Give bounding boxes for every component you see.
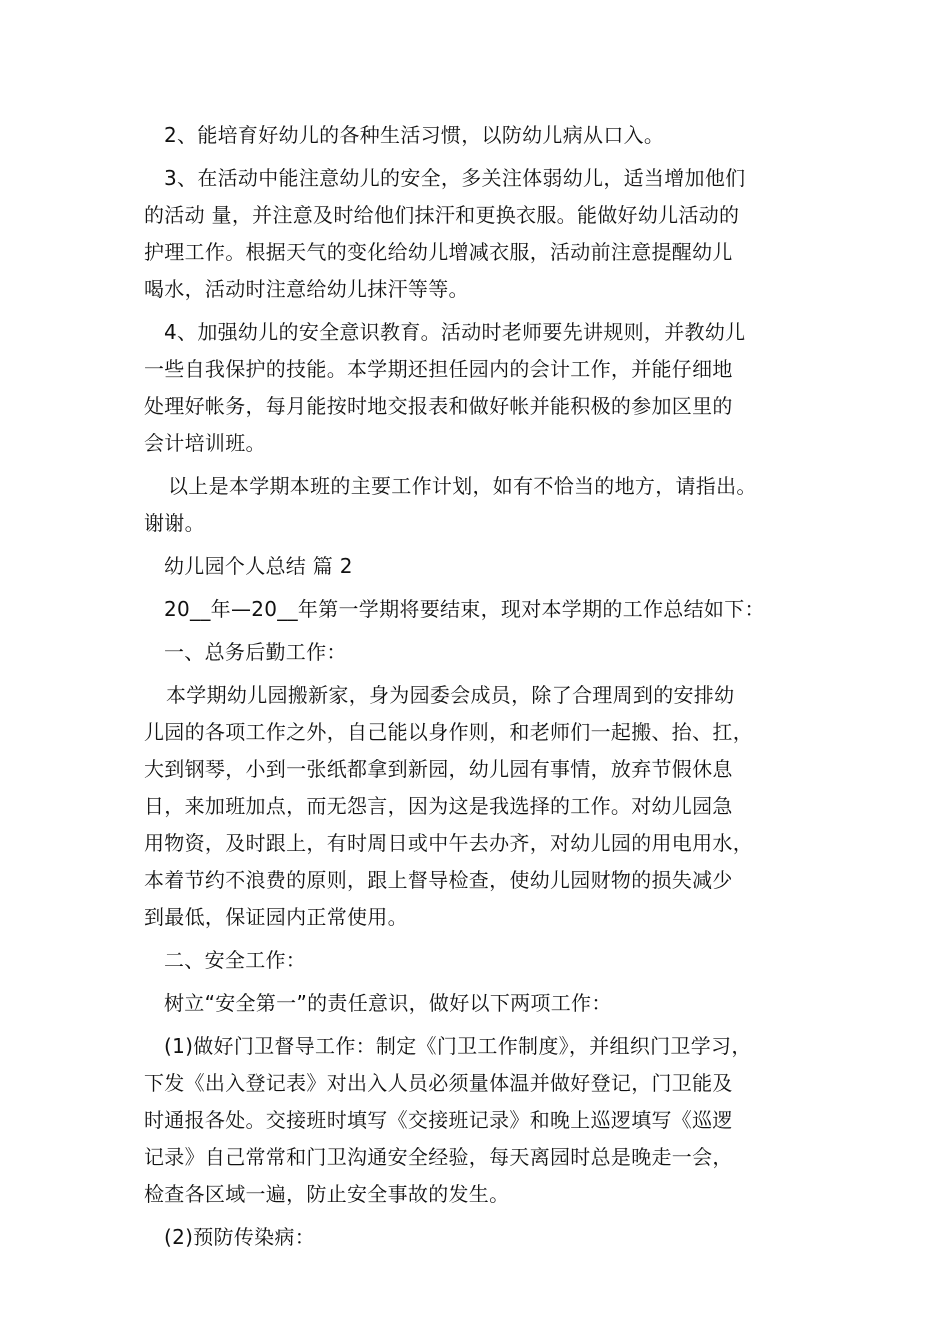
text-line: 4、加强幼儿的安全意识教育。活动时老师要先讲规则，并教幼儿	[164, 320, 746, 344]
paragraph	[144, 1028, 829, 1213]
text-line: 树立“安全第一”的责任意识，做好以下两项工作：	[164, 991, 612, 1015]
document-page	[144, 117, 829, 1262]
paragraph	[144, 314, 829, 462]
text-line: 记录》自己常常和门卫沟通安全经验，每天离园时总是晚走一会，	[144, 1145, 733, 1169]
text-line: 以上是本学期本班的主要工作计划，如有不恰当的地方，请指出。	[168, 474, 757, 498]
text-line: 大到钢琴，小到一张纸都拿到新园，幼儿园有事情，放弃节假休息	[144, 757, 733, 781]
text-line: 用物资，及时跟上，有时周日或中午去办齐，对幼儿园的用电用水，	[144, 831, 753, 855]
text-line: 到最低，保证园内正常使用。	[144, 905, 408, 929]
text-line: 幼儿园个人总结 篇 2	[164, 554, 353, 578]
text-line: 本学期幼儿园搬新家，身为园委会成员，除了合理周到的安排幼	[166, 683, 735, 707]
text-line: 一些自我保护的技能。本学期还担任园内的会计工作，并能仔细地	[144, 357, 733, 381]
text-line: 处理好帐务，每月能按时地交报表和做好帐并能积极的参加区里的	[144, 394, 733, 418]
text-line: 谢谢。	[144, 511, 205, 535]
text-line: 本着节约不浪费的原则，跟上督导检查，使幼儿园财物的损失减少	[144, 868, 733, 892]
paragraph	[144, 468, 829, 542]
text-line: 检查各区域一遍，防止安全事故的发生。	[144, 1182, 510, 1206]
text-line: 一、总务后勤工作：	[164, 640, 347, 664]
text-line: 护理工作。根据天气的变化给幼儿增减衣服，活动前注意提醒幼儿	[144, 240, 733, 264]
paragraph	[144, 985, 829, 1022]
text-line: 下发《出入登记表》对出入人员必须量体温并做好登记，门卫能及	[144, 1071, 733, 1095]
paragraph	[144, 1219, 829, 1256]
text-line: 3、在活动中能注意幼儿的安全，多关注体弱幼儿，适当增加他们	[164, 166, 746, 190]
text-line: 的活动 量，并注意及时给他们抹汗和更换衣服。能做好幼儿活动的	[144, 203, 740, 227]
text-line: (1)做好门卫督导工作：制定《门卫工作制度》，并组织门卫学习，	[164, 1034, 752, 1058]
text-line: 20__年—20__年第一学期将要结束，现对本学期的工作总结如下：	[164, 597, 765, 621]
paragraph	[144, 634, 829, 671]
text-line: 时通报各处。交接班时填写《交接班记录》和晚上巡逻填写《巡逻	[144, 1108, 733, 1132]
text-line: 日，来加班加点，而无怨言，因为这是我选择的工作。对幼儿园急	[144, 794, 733, 818]
text-line: (2)预防传染病：	[164, 1225, 316, 1249]
text-line: 2、能培育好幼儿的各种生活习惯，以防幼儿病从口入。	[164, 123, 665, 147]
paragraph	[144, 160, 829, 308]
paragraph	[144, 591, 829, 628]
text-line: 喝水，活动时注意给幼儿抹汗等等。	[144, 277, 469, 301]
text-line: 二、安全工作：	[164, 948, 307, 972]
text-line: 会计培训班。	[144, 431, 266, 455]
paragraph	[144, 677, 829, 936]
paragraph	[144, 942, 829, 979]
paragraph	[144, 117, 829, 154]
paragraph	[144, 548, 829, 585]
text-line: 儿园的各项工作之外，自己能以身作则，和老师们一起搬、抬、扛，	[144, 720, 753, 744]
